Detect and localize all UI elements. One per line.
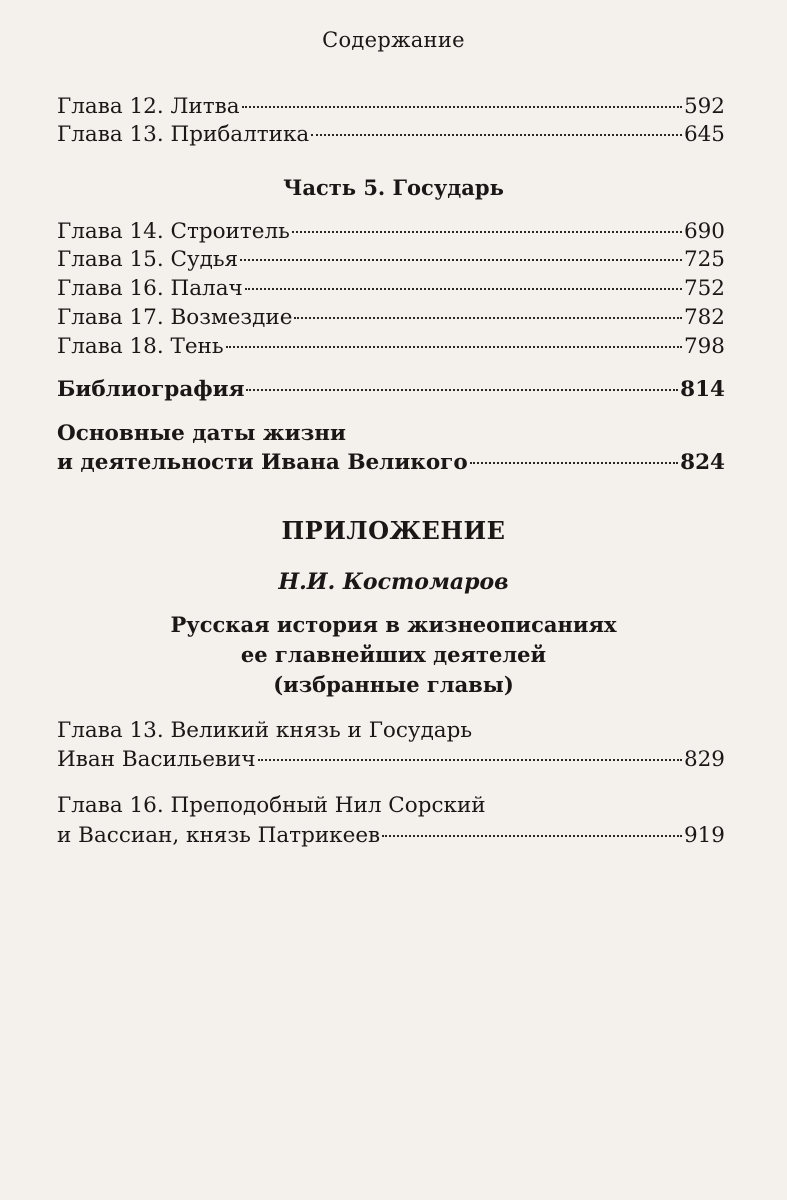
toc-entry-chapter-13 xyxy=(57,121,725,149)
toc-entry-dates-line1: Основные даты жизни xyxy=(57,421,346,446)
appendix-author: Н.И. Костомаров xyxy=(278,569,509,595)
toc-entry-chapter-18 xyxy=(57,333,725,361)
dot-leader xyxy=(294,317,682,319)
toc-entry-page: 814 xyxy=(680,377,725,402)
toc-entry-page: 829 xyxy=(683,747,725,772)
dot-leader xyxy=(226,346,682,348)
toc-entry-page: 645 xyxy=(683,122,725,147)
dot-leader xyxy=(470,462,678,464)
appendix-title-line2: ее главнейших деятелей xyxy=(240,642,547,667)
appendix-entry-1-line1: Глава 13. Великий князь и Государь xyxy=(57,718,473,743)
toc-entry-title: Иван Васильевич xyxy=(57,747,256,772)
toc-entry-chapter-14 xyxy=(57,218,725,246)
toc-entry-bibliography xyxy=(57,376,725,404)
dot-leader xyxy=(245,288,682,290)
appendix-entry-2-line1: Глава 16. Преподобный Нил Сорский xyxy=(57,793,486,818)
appendix-entry-1 xyxy=(57,746,725,774)
toc-entry-title: и Вассиан, князь Патрикеев xyxy=(57,823,381,848)
toc-entry-page: 725 xyxy=(683,247,725,272)
appendix-title-line3: (избранные главы) xyxy=(273,672,514,697)
dot-leader xyxy=(246,389,678,391)
appendix-heading: ПРИЛОЖЕНИЕ xyxy=(281,516,506,545)
toc-entry-title: Глава 17. Возмездие xyxy=(57,305,293,330)
part-5-heading: Часть 5. Государь xyxy=(283,175,504,200)
dot-leader xyxy=(382,835,682,837)
toc-entry-chapter-17 xyxy=(57,304,725,332)
toc-entry-page: 798 xyxy=(683,334,725,359)
toc-entry-title: Глава 16. Палач xyxy=(57,276,243,301)
toc-entry-title: Глава 14. Строитель xyxy=(57,219,290,244)
toc-entry-title: Глава 18. Тень xyxy=(57,334,224,359)
toc-entry-page: 752 xyxy=(683,276,725,301)
dot-leader xyxy=(311,134,682,136)
dot-leader xyxy=(242,106,682,108)
appendix-title-line1: Русская история в жизнеописаниях xyxy=(170,612,617,637)
dot-leader xyxy=(292,231,682,233)
toc-entry-page: 824 xyxy=(680,450,725,475)
dot-leader xyxy=(258,759,682,761)
dot-leader xyxy=(240,259,682,261)
toc-entry-chapter-12 xyxy=(57,93,725,121)
toc-entry-title: Глава 12. Литва xyxy=(57,94,240,119)
toc-entry-chapter-15 xyxy=(57,246,725,274)
toc-entry-page: 919 xyxy=(683,823,725,848)
toc-entry-title: Библиография xyxy=(57,377,245,402)
toc-entry-dates xyxy=(57,449,725,477)
toc-entry-title: и деятельности Ивана Великого xyxy=(57,450,468,475)
toc-entry-chapter-16 xyxy=(57,275,725,303)
toc-entry-title: Глава 13. Прибалтика xyxy=(57,122,310,147)
appendix-entry-2 xyxy=(57,822,725,850)
running-head: Содержание xyxy=(322,28,465,52)
toc-entry-page: 782 xyxy=(683,305,725,330)
toc-entry-page: 690 xyxy=(683,219,725,244)
toc-entry-title: Глава 15. Судья xyxy=(57,247,239,272)
toc-entry-page: 592 xyxy=(683,94,725,119)
